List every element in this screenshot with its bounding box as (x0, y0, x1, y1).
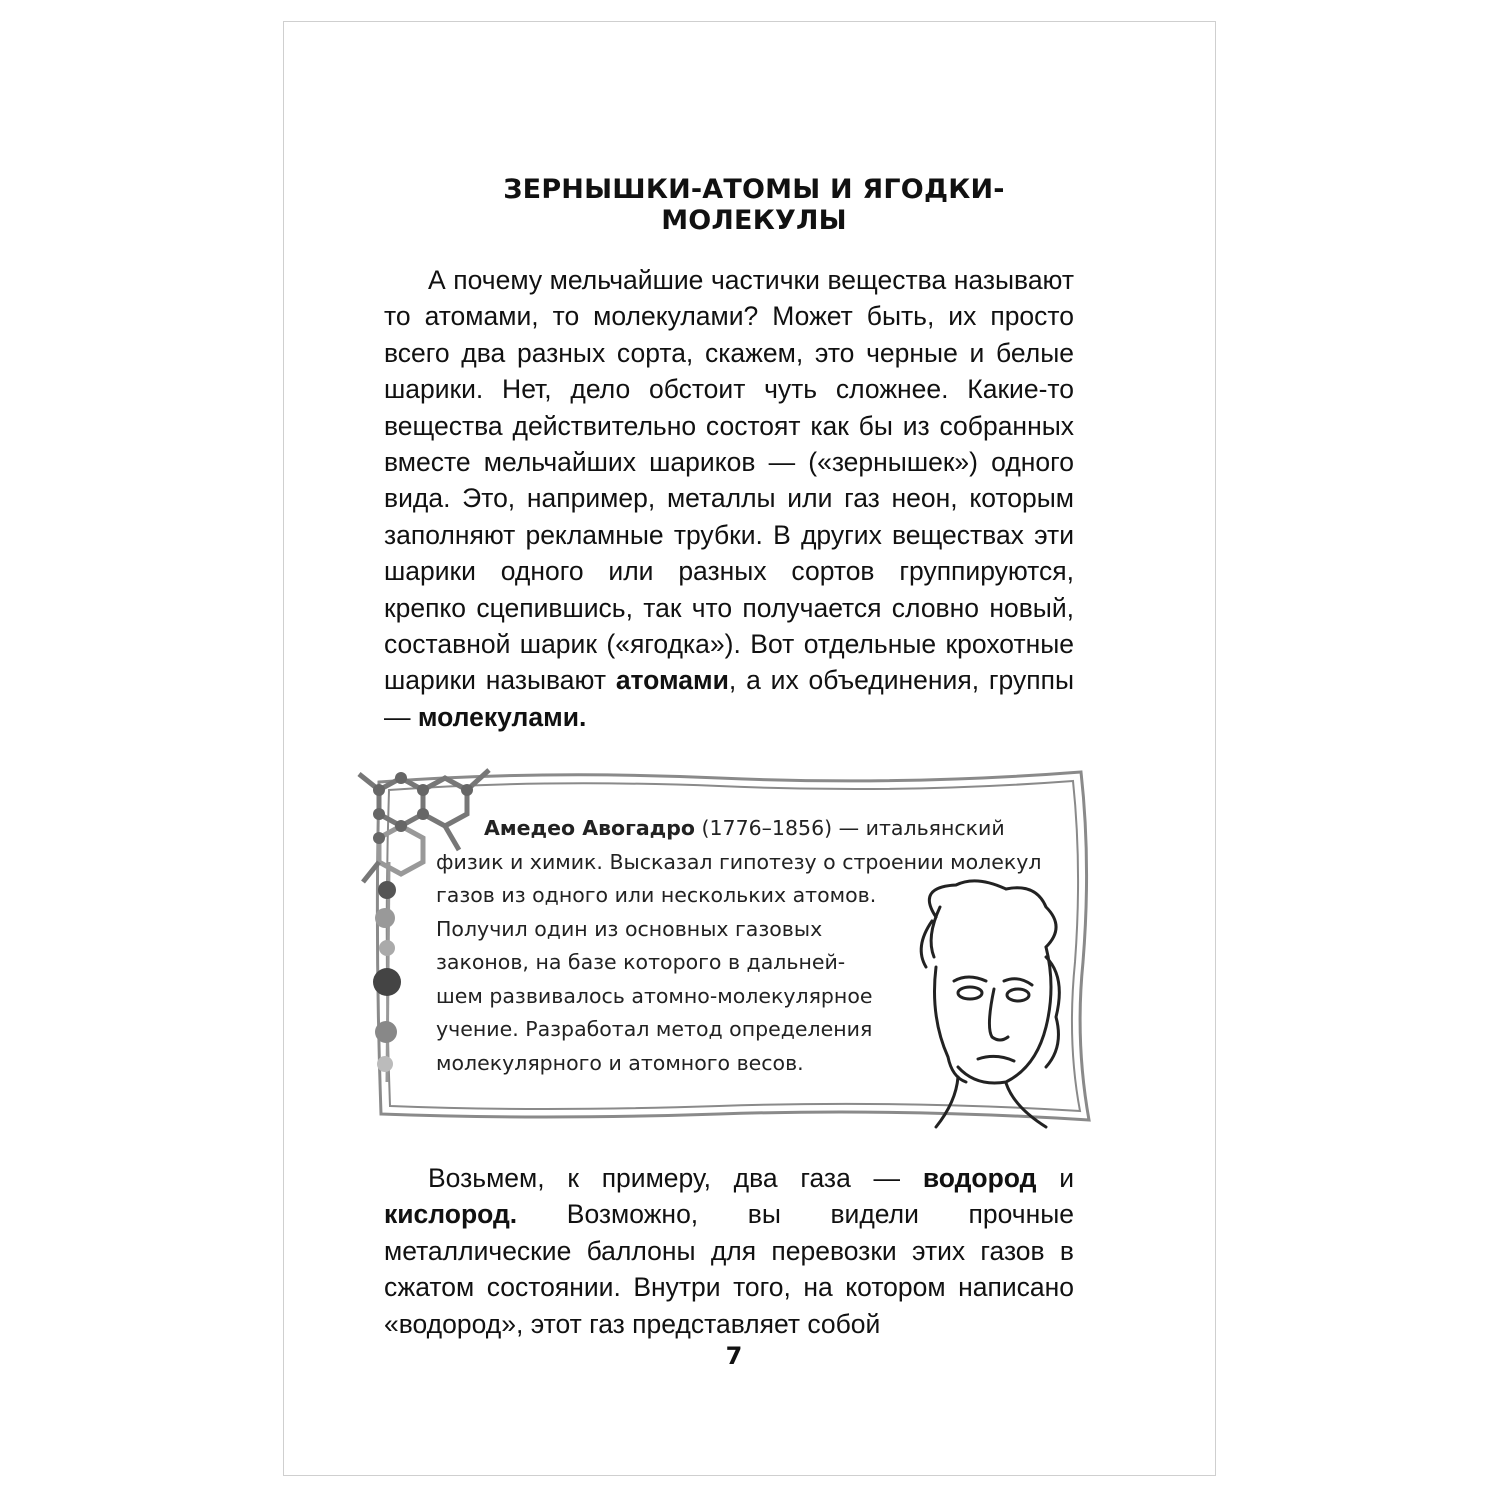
paragraph-text: Возьмем, к примеру, два газа — (428, 1163, 923, 1193)
bio-line-1: (1776–1856) — итальянский (695, 816, 1005, 840)
bio-line-2: физик и химик. Высказал гипотезу о строении молекул (436, 849, 1042, 874)
bio-line-3: газов из одного или нескольких атомов. (436, 883, 877, 907)
bio-line-4: Получил один из основных газовых (436, 916, 823, 941)
chapter-heading: ЗЕРНЫШКИ-АТОМЫ И ЯГОДКИ-МОЛЕКУЛЫ (503, 174, 1005, 236)
paragraph-text: и (1036, 1163, 1074, 1193)
term-molecules: молекулами. (417, 701, 587, 732)
page-number: 7 (725, 1342, 743, 1370)
paragraph-intro (384, 262, 1074, 735)
bio-line-5: законов, на базе которого в дальней- (436, 950, 846, 974)
term-atoms: атомами (615, 665, 729, 696)
bio-line-7: учение. Разработал метод определения (436, 1017, 873, 1041)
bio-line-6: шем развивалось атомно-молекулярное (436, 983, 873, 1008)
term-hydrogen: водород (922, 1163, 1037, 1193)
term-oxygen: кислород. (384, 1199, 518, 1230)
paragraph-text: , а их объединения, группы — (384, 665, 1074, 732)
book-page (283, 21, 1216, 1476)
paragraph-text: А почему мельчайшие частички вещества называют то атомами, то молекулами? Может быть, их просто всего два разных сорта, скажем, это черные и белые шарики. Нет, дело обстоит чуть сложнее. Какие-то вещества действительно состоят как бы из собранных вместе мельчайших шариков — («зернышек») одного вида. Это, например, металлы или газ неон, которым заполняют рекламные трубки. В других веществах эти шарики одного или разных сортов группируются, крепко сцепившись, так что получается словно новый, составной шарик («ягодка»). Вот отдельные крохотные шарики называют (384, 265, 1074, 696)
scientist-name: Амедео Авогадро (484, 816, 695, 840)
avogadro-portrait (896, 877, 1086, 1137)
bio-line-8: молекулярного и атомного весов. (436, 1050, 804, 1075)
paragraph-gases (384, 1160, 1074, 1342)
paragraph-text: Возможно, вы видели прочные металлические баллоны для перевозки этих газов в сжатом состоянии. Внутри того, на котором написано «водород», этот газ представляет собой (384, 1199, 1074, 1339)
